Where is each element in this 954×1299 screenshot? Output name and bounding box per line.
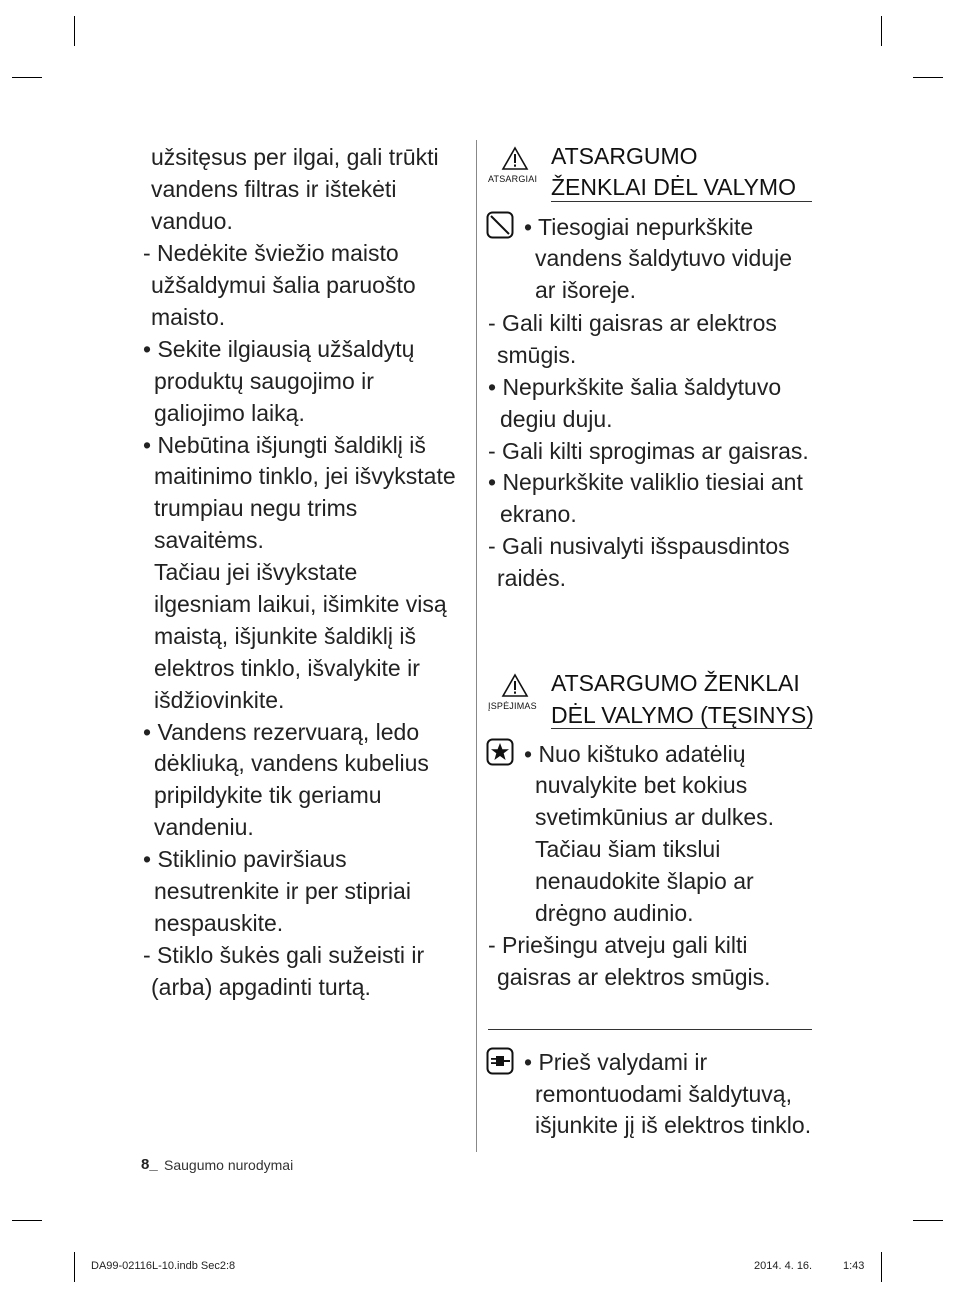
print-slug-file: DA99-02116L-10.indb Sec2:8 [91,1260,236,1272]
left-line: Tačiau jei išvykstate [154,559,358,585]
left-line: • Stiklinio paviršiaus [143,846,347,872]
no-spray-icon [486,211,514,239]
page-number: 8_ [141,1156,158,1173]
print-slug-date: 2014. 4. 16. [754,1260,813,1272]
section1-line: - Gali nusivalyti išspausdintos [488,533,790,559]
section1-line: raidės. [497,565,567,591]
section2-line: gaisras ar elektros smūgis. [497,964,771,990]
section1-line: ar išoreje. [535,277,636,303]
section2-line: nuvalykite bet kokius [535,772,748,798]
section2-line: drėgno audinio. [535,900,694,926]
section-name: Saugumo nurodymai [164,1157,294,1173]
left-line: galiojimo laiką. [154,400,305,426]
left-line: - Nedėkite šviežio maisto [143,240,399,266]
crop-mark-bottom-left-vertical [74,1252,75,1282]
left-line: • Sekite ilgiausią užšaldytų [143,336,415,362]
section2-line: svetimkūnius ar dulkes. [535,804,775,830]
left-line: ilgesniam laikui, išimkite visą [154,591,447,617]
left-line: vandeniu. [154,814,254,840]
left-line: užsitęsus per ilgai, gali trūkti [151,144,439,170]
left-line: nespauskite. [154,910,284,936]
section3-line: remontuodami šaldytuvą, [535,1081,792,1107]
star-icon [486,738,514,766]
warning-label: ĮSPĖJIMAS [488,701,537,711]
left-line: elektros tinklo, išvalykite ir [154,655,420,681]
section-heading: ATSARGUMO [551,143,698,169]
left-line: maitinimo tinklo, jei išvykstate [154,463,456,489]
left-line: vanduo. [151,208,233,234]
section-separator [488,1029,812,1030]
section1-line: • Tiesogiai nepurkškite [524,214,754,240]
section-heading: DĖL VALYMO (TĘSINYS) [551,702,814,728]
crop-mark-top-left-horizontal [12,77,42,78]
section1-line: smūgis. [497,342,577,368]
left-line: - Stiklo šukės gali sužeisti ir [143,942,425,968]
column-divider [476,140,477,1152]
left-line: išdžiovinkite. [154,687,285,713]
heading-underline [551,728,812,729]
section1-line: vandens šaldytuvo viduje [535,245,792,271]
left-line: užšaldymui šalia paruošto [151,272,416,298]
left-line: nesutrenkite ir per stipriai [154,878,411,904]
warning-triangle-icon [501,146,529,171]
left-line: maisto. [151,304,226,330]
left-line: maistą, išjunkite šaldiklį iš [154,623,417,649]
section3-line: išjunkite jį iš elektros tinklo. [535,1112,812,1138]
section-heading: ŽENKLAI DĖL VALYMO [551,174,796,200]
left-line: (arba) apgadinti turtą. [151,974,371,1000]
section1-line: - Gali kilti sprogimas ar gaisras. [488,438,809,464]
crop-mark-bottom-right-vertical [881,1252,882,1282]
crop-mark-bottom-left-horizontal [12,1220,42,1221]
left-line: • Vandens rezervuarą, ledo [143,719,420,745]
left-line: • Nebūtina išjungti šaldiklį iš [143,432,426,458]
crop-mark-bottom-right-horizontal [913,1220,943,1221]
section-heading: ATSARGUMO ŽENKLAI [551,670,800,696]
crop-mark-top-left-vertical [74,16,75,46]
section2-line: • Nuo kištuko adatėlių [524,741,746,767]
section2-line: Tačiau šiam tikslui [535,836,721,862]
section2-line: - Priešingu atveju gali kilti [488,932,748,958]
section1-line: • Nepurkškite šalia šaldytuvo [488,374,782,400]
section1-line: degiu duju. [500,406,613,432]
left-line: vandens filtras ir ištekėti [151,176,397,202]
warning-label: ATSARGIAI [488,174,538,184]
warning-triangle-icon [501,673,529,698]
section1-line: ekrano. [500,501,577,527]
section1-line: - Gali kilti gaisras ar elektros [488,310,777,336]
section3-line: • Prieš valydami ir [524,1049,708,1075]
section1-line: • Nepurkškite valiklio tiesiai ant [488,469,803,495]
left-line: savaitėms. [154,527,264,553]
left-line: pripildykite tik geriamu [154,782,382,808]
crop-mark-top-right-vertical [881,16,882,46]
left-line: dėkliuką, vandens kubelius [154,750,429,776]
heading-underline [551,201,812,202]
section2-line: nenaudokite šlapio ar [535,868,754,894]
print-slug-time: 1:43 [843,1260,865,1272]
left-line: trumpiau negu trims [154,495,358,521]
crop-mark-top-right-horizontal [913,77,943,78]
unplug-icon [486,1047,514,1075]
left-line: produktų saugojimo ir [154,368,374,394]
